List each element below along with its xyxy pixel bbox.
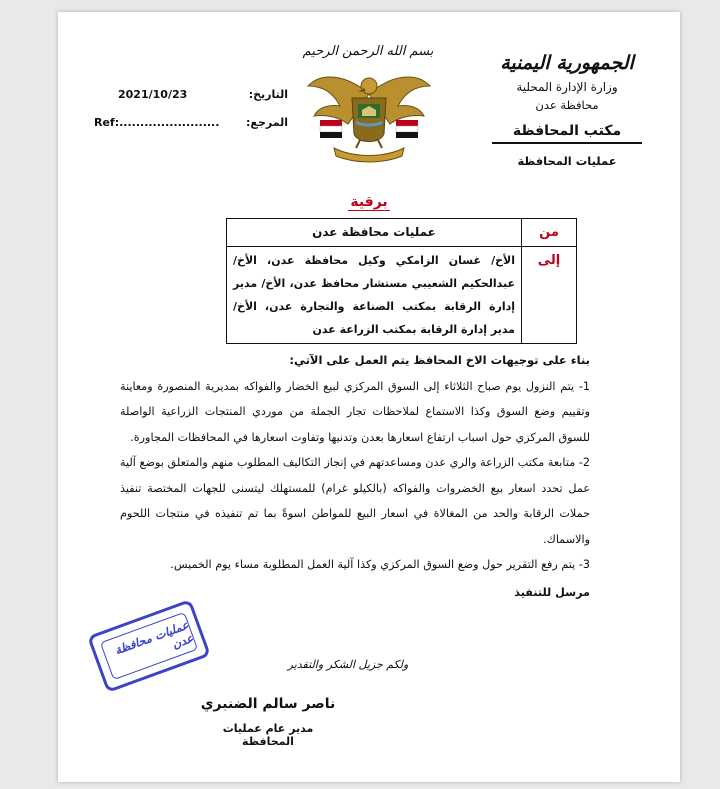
- date-label: التاريخ:: [248, 88, 288, 101]
- stamp-text: عمليات محافظة عدن: [112, 617, 196, 658]
- basmala: بسم الله الرحمن الرحيم: [302, 44, 434, 59]
- letter-page: [58, 12, 680, 782]
- stamp-inner: [100, 612, 198, 680]
- list-item: 1- يتم النزول يوم صباح الثلاثاء إلى السوق المركزي لبيع الخضار والفواكه بمديرية المنصورة ومعاينة وتقييم وضع السوق وكذا الاستماع لملاحظات تجار الجملة من موردي المنتجات الزراعية الواصلة للسوق المركزي حول اسباب ارتفاع اسعارها بعدن وتدنيها وتفاوت اسعارها في المحافظات المجاورة.: [120, 379, 590, 444]
- ministry-name: وزارة الإدارة المحلية: [516, 80, 618, 94]
- list-item: 2- متابعة مكتب الزراعة والري عدن ومساعدتهم في إنجاز التكاليف المطلوب منهم والمتعلق بوضع آلية عمل تحدد اسعار بيع الخضروات والفواكه (بالكيلو غرام) للمستهلك ليتسنى للجهات المختصة تنفيذ حملات الرقابة والحد من المغالاة في اسعار البيع للمواطن اسوةً بما تم تنفيذه في منتجات اللحوم والاسماك.: [120, 456, 590, 546]
- yemen-eagle-emblem-icon: [306, 64, 432, 172]
- office-name: مكتب المحافظة: [512, 123, 622, 139]
- signer-name: ناصر سالم الضنبري: [200, 696, 336, 712]
- document-title: برقية: [350, 194, 388, 210]
- sent-for-execution: مرسل للتنفيذ: [514, 585, 590, 599]
- signature-block: [198, 696, 338, 748]
- letter-body: [120, 348, 590, 605]
- list-item: 3- يتم رفع التقرير حول وضع السوق المركزي وكذا آلية العمل المطلوبة مساء يوم الخميس.: [170, 558, 590, 571]
- body-intro: بناء على توجيهات الاخ المحافظ يتم العمل على الآتي:: [289, 353, 590, 367]
- letterhead-right: [472, 50, 662, 172]
- official-stamp: [87, 599, 211, 693]
- department-name: عمليات المحافظة: [517, 153, 617, 168]
- from-row: [227, 219, 577, 247]
- from-to-table: [226, 218, 577, 344]
- ref-label: المرجع:: [246, 116, 288, 129]
- to-value: الأخ/ غسان الزامكي وكيل محافظة عدن، الأخ/ عبدالحكيم الشعيبي مستشار محافظ عدن، الأخ/ مدير إدارة الرقابة بمكتب الصناعة والتجارة عدن، الأخ/ مدير إدارة الرقابة بمكتب الزراعة عدن: [227, 247, 522, 344]
- governorate-name: محافظة عدن: [535, 98, 599, 112]
- from-value: عمليات محافظة عدن: [227, 219, 522, 247]
- date-value: 2021/10/23: [118, 88, 188, 101]
- to-label: إلى: [522, 247, 577, 344]
- signer-title: مدير عام عمليات المحافظة: [222, 722, 314, 748]
- office-underline: [492, 142, 642, 144]
- date-row: [118, 88, 288, 101]
- ref-row: [94, 116, 288, 129]
- regards-line: ولكم جزيل الشكر والتقدير: [287, 658, 409, 671]
- ref-value: Ref:........................: [94, 116, 220, 129]
- to-row: [227, 247, 577, 344]
- republic-name: الجمهورية اليمنية: [500, 52, 634, 74]
- from-label: من: [522, 219, 577, 247]
